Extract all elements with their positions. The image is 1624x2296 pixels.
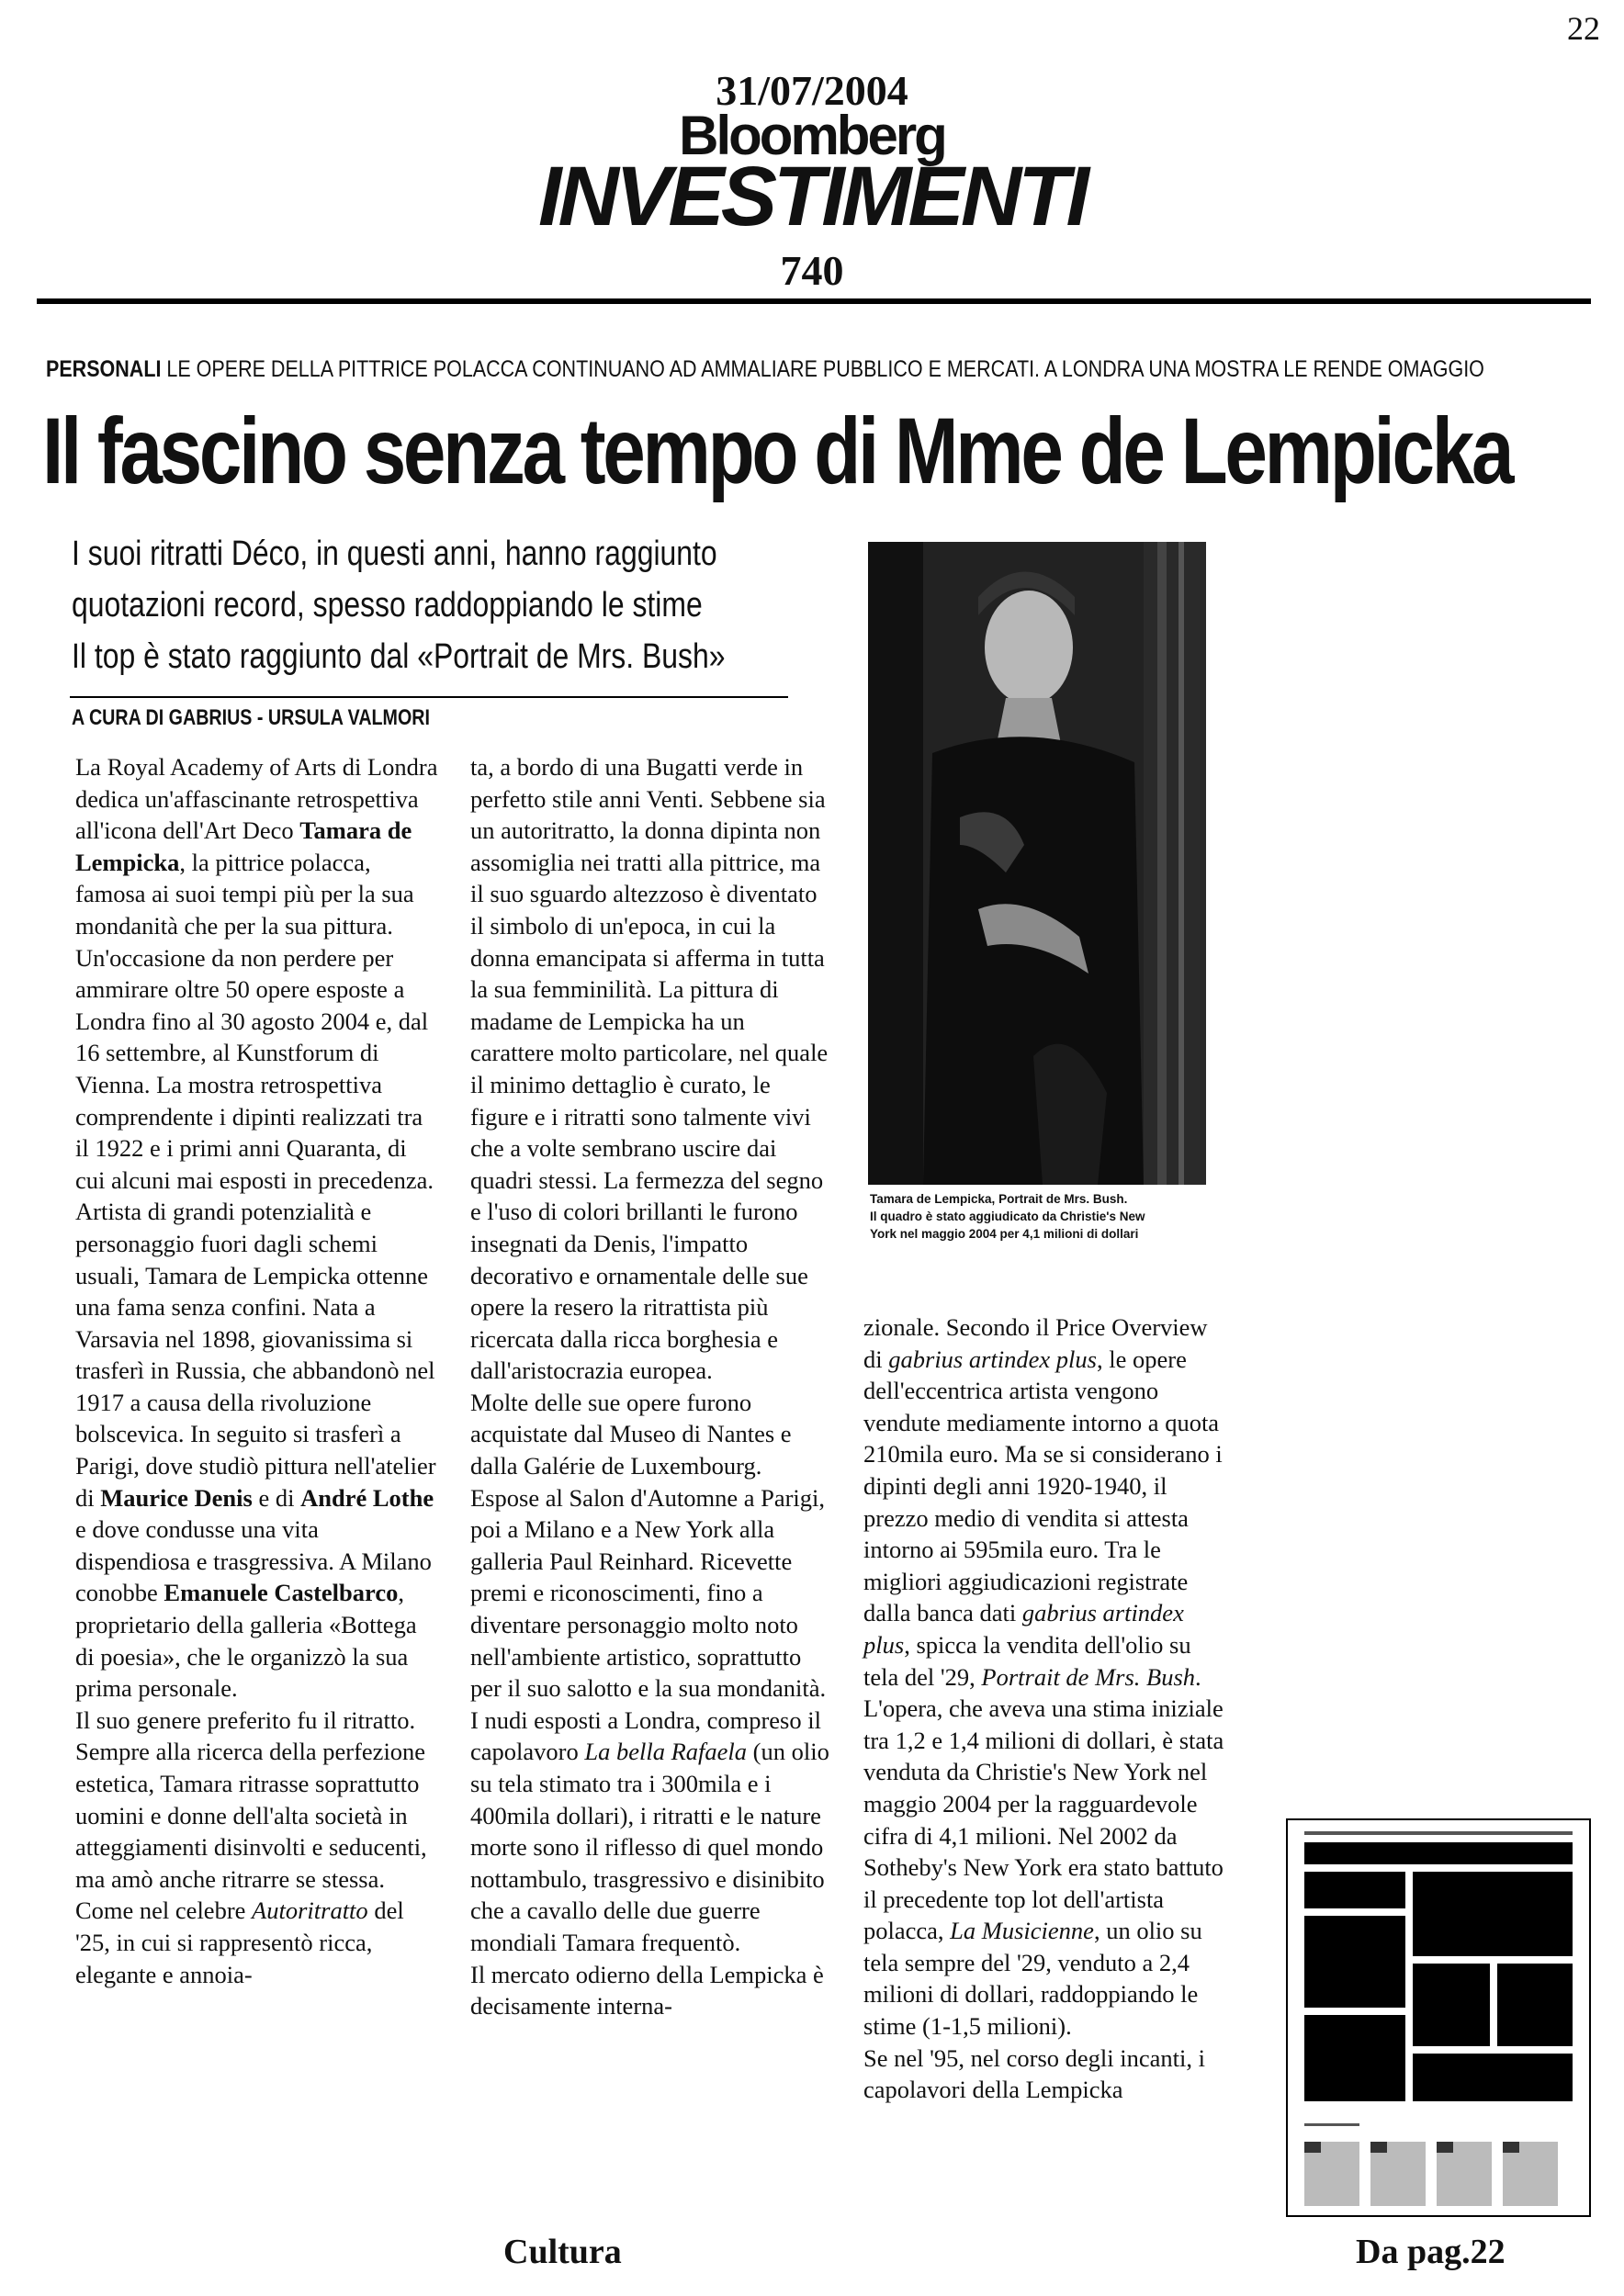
article-headline: Il fascino senza tempo di Mme de Lempicka: [42, 399, 1512, 503]
body-paragraph: [75, 1196, 438, 1705]
caption-line: Tamara de Lempicka, Portrait de Mrs. Bush.: [870, 1192, 1128, 1206]
body-paragraph: [863, 1311, 1226, 2043]
body-paragraph: ta, a bordo di una Bugatti verde in perfetto stile anni Venti. Sebbene sia un autoritratto, la donna dipinta non assomiglia nei tratti alla pittrice, ma il suo sguardo altezzoso è diventato il simbolo di un'epoca, in cui la donna emancipata si afferma in tutta la sua femminilità. La pittura di madame de Lempicka ha un carattere molto particolare, nel quale il minimo dettaglio è curato, le figure e i ritratti sono talmente vivi che a volte sembrano uscire dai quadri stessi. La fermezza del segno e l'uso di colori brillanti le furono insegnati da Denis, l'impatto decorativo e ornamentale delle sue opere la resero la ritrattista più ricercata dalla ricca borghesia e dall'aristocrazia europea.: [470, 753, 829, 1385]
photo-caption: [870, 1190, 1212, 1243]
kicker-label: PERSONALI: [46, 356, 162, 382]
header-rule: [37, 298, 1591, 304]
article-kicker: [46, 356, 1484, 383]
body-italic: Autoritratto: [252, 1896, 368, 1925]
body-italic: gabrius artindex plus: [888, 1345, 1097, 1373]
body-text: Il suo genere preferito fu il ritratto. Sempre alla ricerca della perfezione estetica, Tamara ritrasse soprattutto uomini e donne dell'alta società in atteggiamenti disinvolti e seducenti, ma amò anche ritrarre se stessa. Come nel celebre: [75, 1705, 427, 1925]
body-italic: gabrius artindex plus: [863, 1599, 1184, 1659]
deck-line: I suoi ritratti Déco, in questi anni, hanno raggiunto: [72, 535, 717, 573]
caption-line: Il quadro è stato aggiudicato da Christie's New: [870, 1210, 1145, 1223]
body-column-1: [75, 751, 438, 1990]
body-italic: Portrait de Mrs. Bush: [981, 1662, 1196, 1691]
body-text: , un olio su tela sempre del '29, venduto a 2,4 milioni di dollari, raddoppiando le stime (1-1,5 milioni).: [863, 1917, 1202, 2041]
issue-number: 740: [780, 247, 844, 294]
body-text: , spicca la vendita dell'olio su tela del '29,: [863, 1630, 1191, 1691]
masthead-brand-bottom: INVESTIMENTI: [537, 150, 1087, 243]
footer-page-reference: Da pag.22: [1356, 2233, 1506, 2271]
page-thumbnail: [1286, 1818, 1591, 2217]
body-paragraph: [470, 1387, 833, 1959]
body-text: . L'opera, che aveva una stima iniziale tra 1,2 e 1,4 milioni di dollari, è stata venduta da Christie's New York nel maggio 2004 per la ragguardevole cifra di 4,1 milioni. Nel 2002 da Sotheby's New York era stato battuto il precedente top lot dell'artista polacca,: [863, 1662, 1224, 1945]
body-text: (un olio su tela stimato tra i 300mila e i 400mila dollari), i ritratti e le nature morte sono il riflesso di quel mondo nottambulo, trasgressivo e disinibito che a cavallo delle due guerre mondiali Tamara frequentò.: [470, 1738, 829, 1956]
portrait-illustration: [868, 542, 1206, 1185]
body-text: Molte delle sue opere furono acquistate dal Museo di Nantes e dalla Galérie de Luxembourg. Espose al Salon d'Automne a Parigi, poi a Milano e a New York alla galleria Paul Reinhard. Ricevette premi e riconoscimenti, fino a diventare personaggio molto noto nell'ambiente artistico, soprattutto per il suo salotto e la sua mondanità. I nudi esposti a Londra, compreso il capolavoro: [470, 1388, 827, 1766]
page-thumbnail-illustration: [1288, 1820, 1589, 2215]
article-byline: A CURA DI GABRIUS - URSULA VALMORI: [72, 705, 430, 730]
issue-date: 31/07/2004: [716, 67, 908, 114]
body-column-2: [470, 751, 833, 2022]
body-text: zionale. Secondo il Price Overview di: [863, 1313, 1208, 1373]
body-text: , la pittrice polacca, famosa ai suoi tempi più per la sua mondanità che per la sua pittura. Un'occasione da non perdere per ammirare oltre 50 opere esposte a Londra fino al 30 agosto 2004 e, dal 16 settembre, al Kunstforum di Vienna. La mostra retrospettiva comprendente i dipinti realizzati tra il 1922 e i primi anni Quaranta, di cui alcuni mai esposti in precedenza.: [75, 848, 434, 1194]
body-paragraph: Se nel '95, nel corso degli incanti, i capolavori della Lempicka: [863, 2043, 1206, 2104]
body-paragraph: [75, 1705, 438, 1990]
deck-line: Il top è stato raggiunto dal «Portrait de Mrs. Bush»: [72, 637, 726, 676]
body-italic: La Musicienne: [950, 1917, 1094, 1945]
kicker-text: LE OPERE DELLA PITTRICE POLACCA CONTINUANO AD AMMALIARE PUBBLICO E MERCATI. A LONDRA UNA MOSTRA LE RENDE OMAGGIO: [161, 356, 1484, 382]
masthead-brand-top: Bloomberg: [679, 105, 945, 166]
portrait-photo: [868, 542, 1206, 1185]
deck-line: quotazioni record, spesso raddoppiando le stime: [72, 586, 703, 625]
body-bold: Emanuele Castelbarco: [164, 1579, 399, 1607]
body-bold: André Lothe: [300, 1483, 434, 1512]
deck-rule: [70, 696, 788, 698]
page-number: 22: [1567, 10, 1600, 47]
body-italic: La bella Rafaela: [584, 1738, 748, 1766]
body-paragraph: Il mercato odierno della Lempicka è decisamente interna-: [470, 1960, 824, 2020]
body-bold: Maurice Denis: [100, 1483, 253, 1512]
body-text: del '25, in cui si rappresentò ricca, elegante e annoia-: [75, 1896, 404, 1988]
body-text: e di: [252, 1483, 301, 1512]
footer-section-label: Cultura: [503, 2233, 622, 2271]
body-text: e dove condusse una vita dispendiosa e trasgressiva. A Milano conobbe: [75, 1515, 432, 1607]
caption-line: York nel maggio 2004 per 4,1 milioni di dollari: [870, 1227, 1139, 1241]
body-text: , proprietario della galleria «Bottega di poesia», che le organizzò la sua prima personale.: [75, 1579, 417, 1703]
body-text: La Royal Academy of Arts di Londra dedica un'affascinante retrospettiva all'icona dell'Art Deco: [75, 753, 438, 845]
body-column-3: [863, 1311, 1226, 2106]
article-deck: [72, 528, 750, 682]
body-bold: Tamara de Lempicka: [75, 816, 412, 876]
body-text: Artista di grandi potenzialità e personaggio fuori dagli schemi usuali, Tamara de Lempicka ottenne una fama senza confini. Nata a Varsavia nel 1898, giovanissima si trasferì in Russia, che abbandonò nel 1917 a causa della rivoluzione bolscevica. In seguito si trasferì a Parigi, dove studiò pittura nell'atelier di: [75, 1198, 436, 1512]
body-paragraph: [75, 751, 438, 1196]
body-text: , le opere dell'eccentrica artista vengono vendute mediamente intorno a quota 210mila euro. Ma se si considerano i dipinti degli anni 1920-1940, il prezzo medio di vendita si attesta intorno ai 595mila euro. Tra le migliori aggiudicazioni registrate dalla banca dati: [863, 1345, 1223, 1627]
